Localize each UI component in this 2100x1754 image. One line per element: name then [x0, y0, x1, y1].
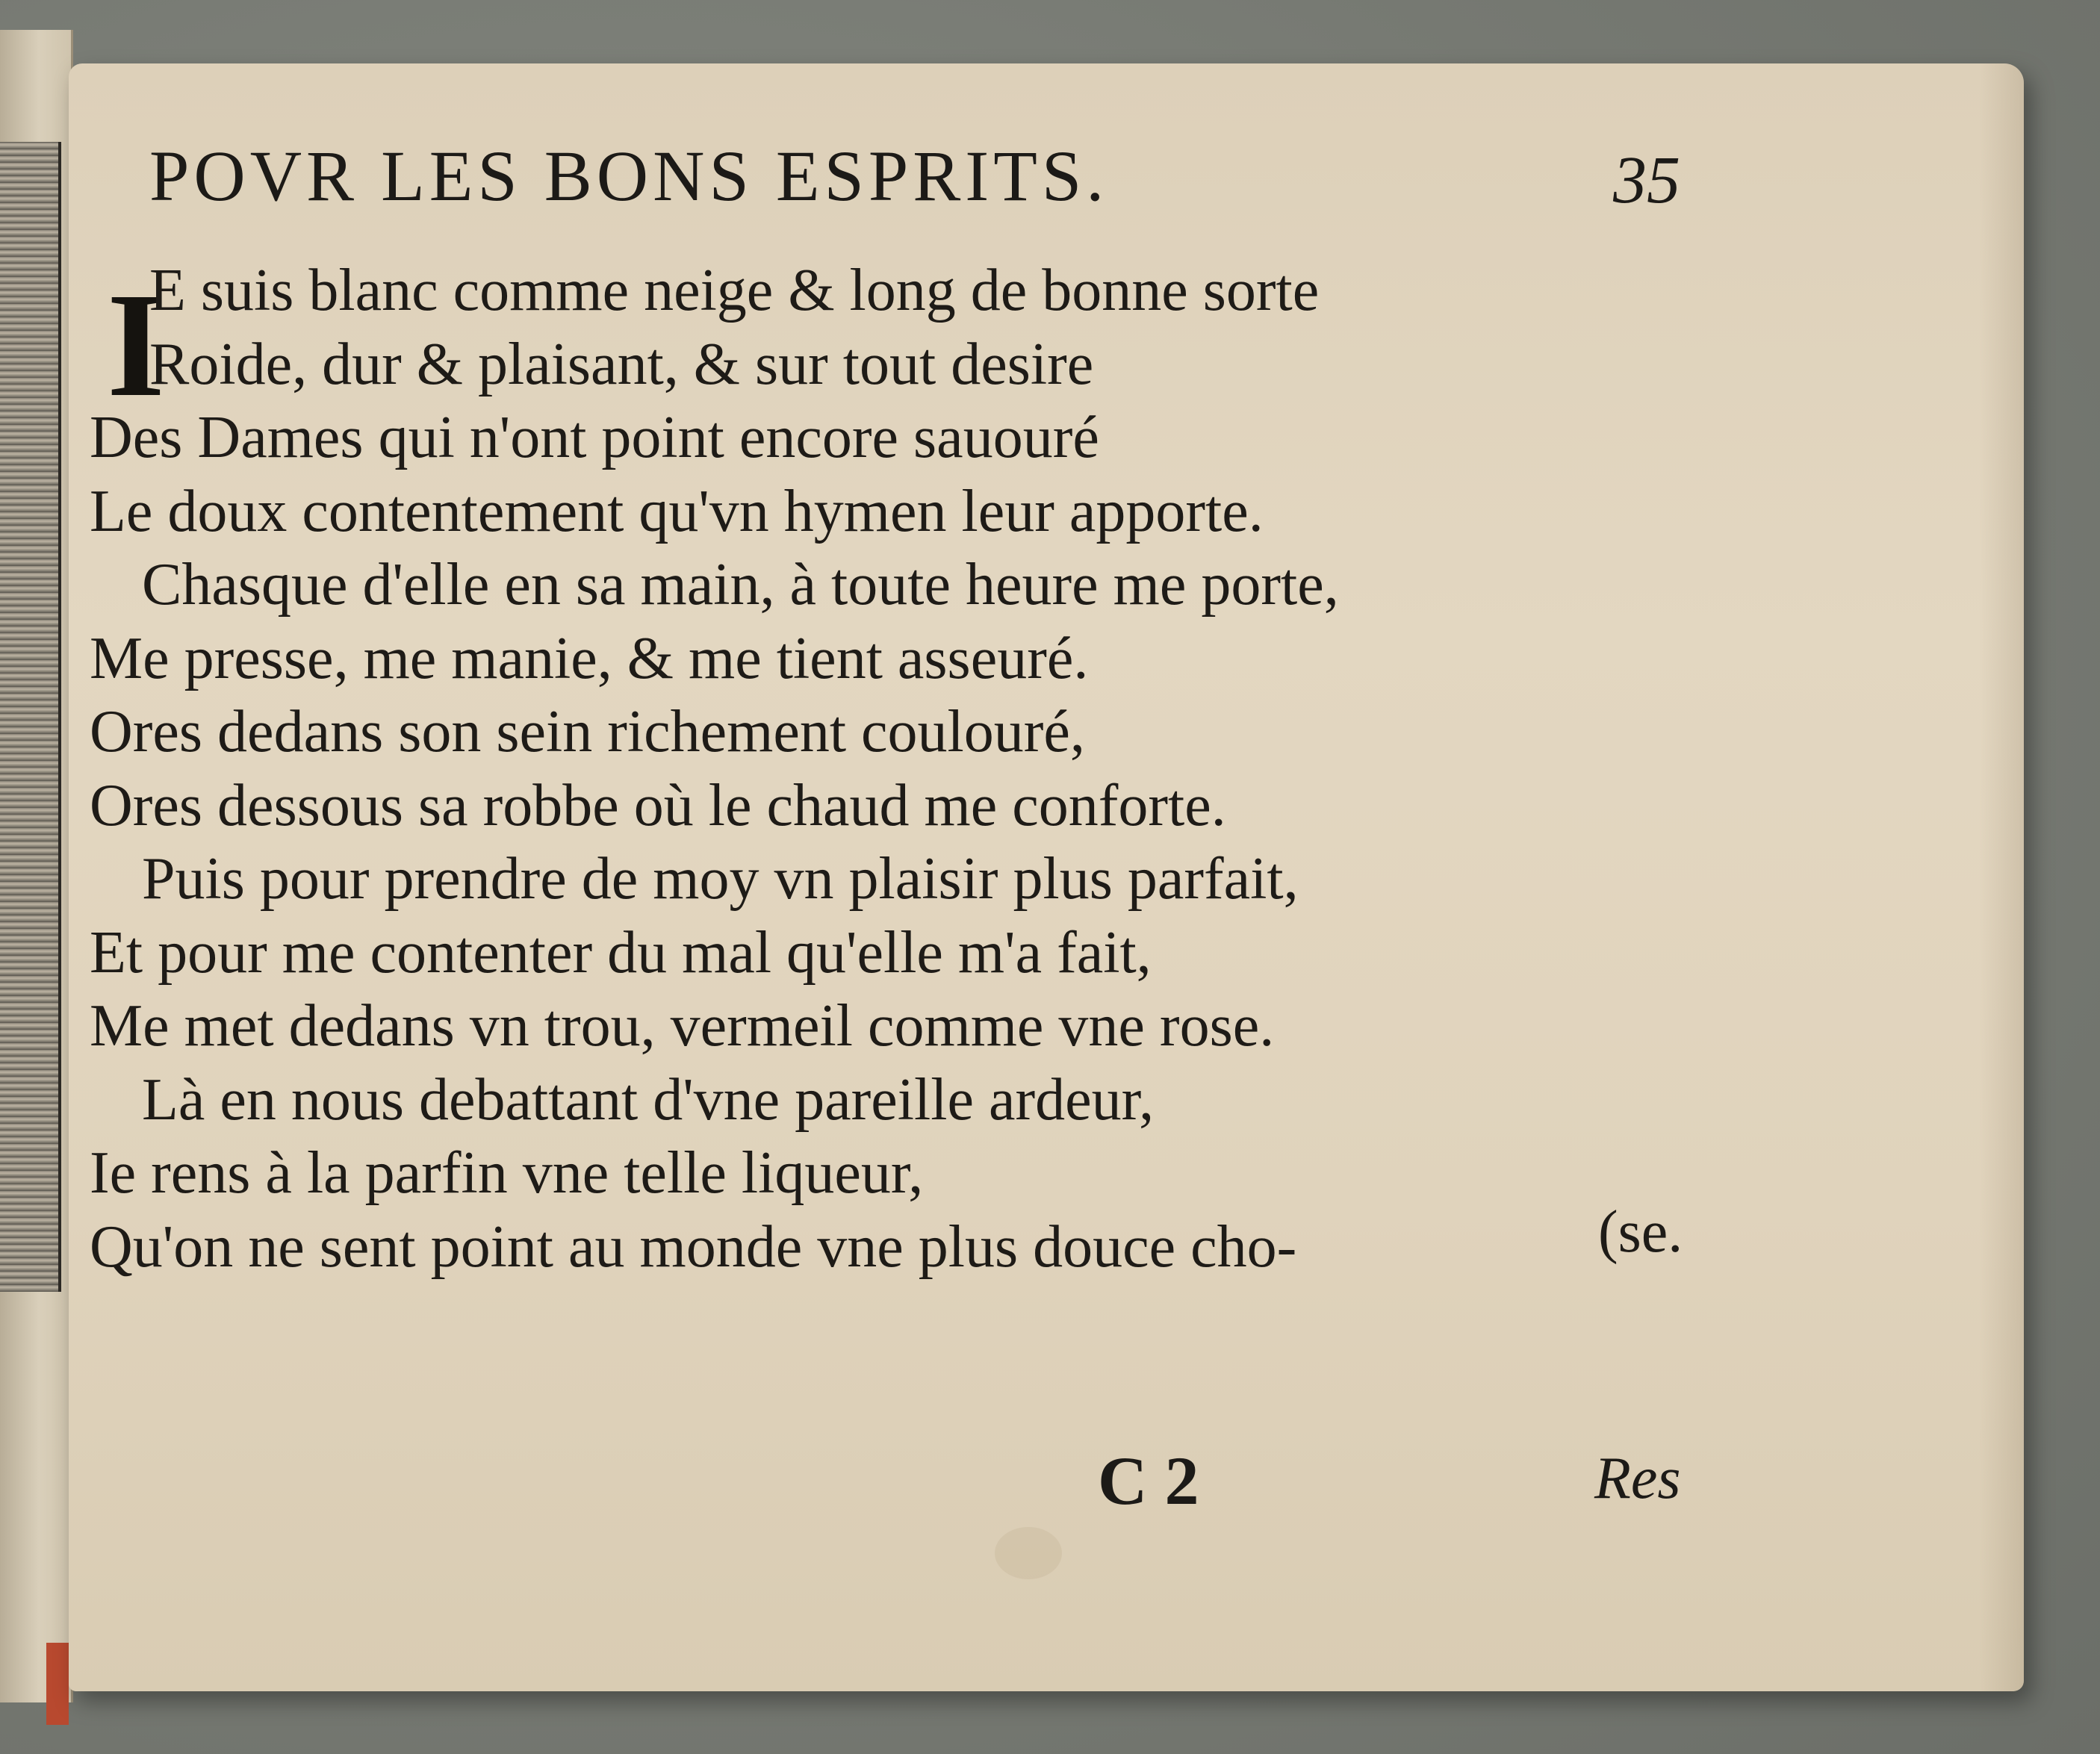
poem-line: Le doux contentement qu'vn hymen leur apporte.: [90, 478, 1264, 544]
page-number: 35: [1613, 143, 1680, 217]
catchword: Res: [1594, 1446, 1681, 1511]
poem-line: Des Dames qui n'ont point encore sauouré: [90, 405, 1099, 470]
running-head: POVR LES BONS ESPRITS.: [149, 136, 1109, 216]
page-fore-edge: [1979, 63, 2024, 1691]
poem-line: Ores dedans son sein richement coulouré,: [90, 699, 1085, 765]
poem-line: Me presse, me manie, & me tient asseuré.: [90, 625, 1089, 691]
poem-text: [90, 254, 1339, 1284]
signature-mark: C 2: [1098, 1443, 1199, 1519]
poem-line: Roide, dur & plaisant, & sur tout desire: [149, 331, 1094, 397]
turnover-fragment: (se.: [1598, 1199, 1683, 1265]
poem-line: Me met dedans vn trou, vermeil comme vne rose.: [90, 993, 1275, 1059]
poem-line: E suis blanc comme neige & long de bonne sorte: [149, 258, 1320, 323]
binding-edge: [46, 1643, 69, 1725]
poem-line: Qu'on ne sent point au monde vne plus douce cho-: [90, 1213, 1297, 1280]
paper-stain: [995, 1527, 1062, 1579]
facing-page-engraving: [0, 142, 61, 1292]
poem-line: Là en nous debattant d'vne pareille ardeur,: [142, 1066, 1155, 1133]
poem-line: Ores dessous sa robbe où le chaud me conforte.: [90, 772, 1226, 839]
poem-line: Et pour me contenter du mal qu'elle m'a fait,: [90, 919, 1152, 986]
poem-line: Puis pour prendre de moy vn plaisir plus parfait,: [142, 846, 1299, 912]
poem-line: Ie rens à la parfin vne telle liqueur,: [90, 1140, 924, 1206]
poem-line: Chasque d'elle en sa main, à toute heure me porte,: [142, 552, 1339, 618]
drop-cap: I: [107, 263, 165, 428]
